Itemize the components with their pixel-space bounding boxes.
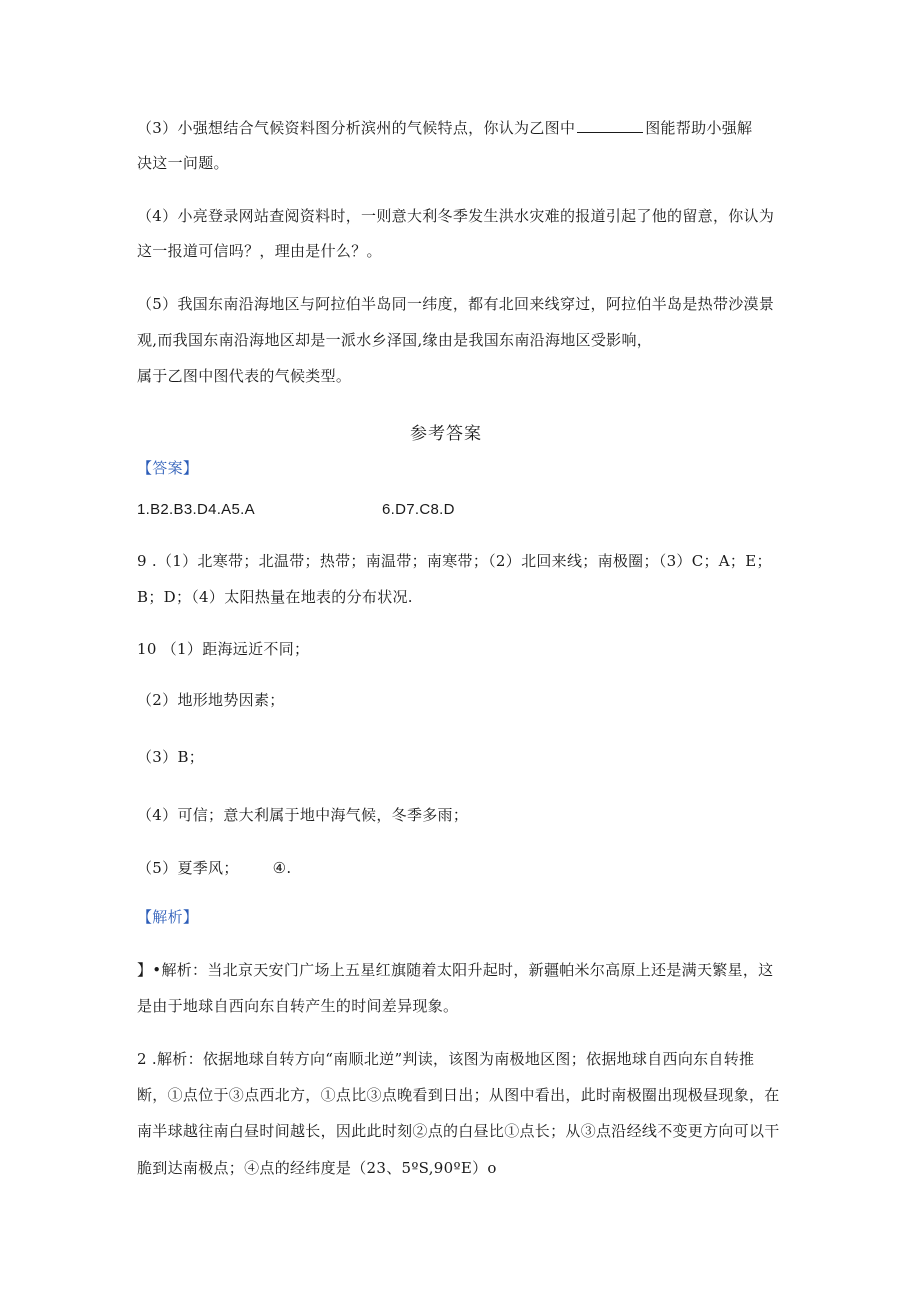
mc-answers-right: 6.D7.C8.D [382,501,455,518]
question-4-line-2: 这一报道可信吗？，理由是什么？。 [137,242,382,260]
answer-10-part-3: （3）B； [137,748,205,766]
answer-10-part-4: （4）可信；意大利属于地中海气候，冬季多雨； [137,806,469,824]
analysis-1-line-1: 】•解析：当北京天安门广场上五星红旗随着太阳升起时，新疆帕米尔高原上还是满天繁星，这 [137,961,774,979]
mc-answers-left: 1.B2.B3.D4.A5.A [137,501,255,518]
analysis-2-line-2: 断，①点位于③点西北方，①点比③点晚看到日出；从图中看出，此时南极圈出现极昼现象，在 [137,1086,780,1104]
answer-10-part-5-text: （5）夏季风； [137,859,239,877]
answer-10-part-2: （2）地形地势因素； [137,691,285,709]
question-5-line-3: 属于乙图中图代表的气候类型。 [137,367,352,385]
answer-blank [577,118,643,133]
question-3-text-b: 图能帮助小强解 [645,119,753,137]
answers-heading: 参考答案 [410,424,482,444]
answer-9-line-1: 9 .（1）北寒带；北温带；热带；南温带；南寒带；（2）北回来线；南极圈；（3）C；A；E； [137,552,772,570]
question-3-line-2: 决这一问题。 [137,154,229,172]
answer-10-part-1: 10 （1）距海远近不同； [137,640,310,658]
answer-tag: 【答案】 [137,459,199,477]
analysis-1-line-2: 是由于地球自西向东自转产生的时间差异现象。 [137,997,459,1015]
answer-10-part-5 [137,858,291,878]
question-3-line-1 [137,118,752,138]
analysis-2-line-4: 脆到达南极点；④点的经纬度是（23、5ºS,90ºE）o [137,1159,497,1177]
answer-10-part-5-symbol: ④. [272,859,292,877]
question-5-line-1: （5）我国东南沿海地区与阿拉伯半岛同一纬度，都有北回来线穿过，阿拉伯半岛是热带沙漠景 [137,295,775,313]
analysis-tag: 【解析】 [137,908,199,926]
question-5-line-2: 观,而我国东南沿海地区却是一派水乡泽国,缘由是我国东南沿海地区受影响， [137,331,653,349]
question-3-text-a: （3）小强想结合气候资料图分析滨州的气候特点，你认为乙图中 [137,119,576,137]
analysis-2-line-1: 2 .解析：依据地球自转方向“南顺北逆”判读，该图为南极地区图；依据地球自西向东自转推 [137,1050,755,1068]
answer-9-line-2: B；D；（4）太阳热量在地表的分布状况. [137,588,413,606]
analysis-2-line-3: 南半球越往南白昼时间越长，因此此时刻②点的白昼比①点长；从③点沿经线不变更方向可以干 [137,1122,780,1140]
question-4-line-1: （4）小亮登录网站查阅资料时，一则意大利冬季发生洪水灾难的报道引起了他的留意，你认为 [137,207,775,225]
